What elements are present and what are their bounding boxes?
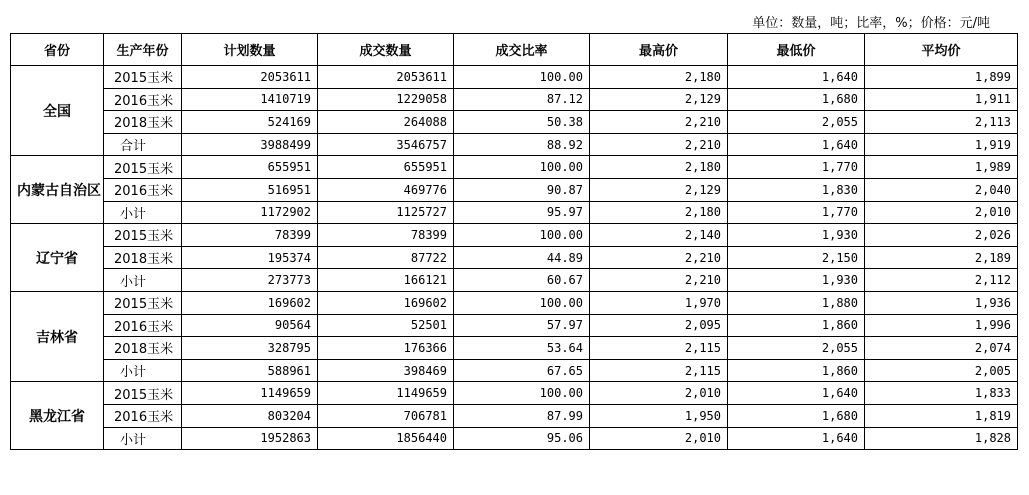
province-cell: 内蒙古自治区 bbox=[11, 156, 104, 224]
ratio-cell: 95.06 bbox=[454, 427, 590, 450]
year-cell: 2016玉米 bbox=[104, 314, 182, 337]
year-cell: 2015玉米 bbox=[104, 66, 182, 89]
avg-price-cell: 2,074 bbox=[865, 337, 1018, 360]
planned-cell: 524169 bbox=[182, 111, 318, 134]
min-price-cell: 2,150 bbox=[728, 246, 865, 269]
max-price-cell: 1,950 bbox=[590, 404, 728, 427]
ratio-cell: 57.97 bbox=[454, 314, 590, 337]
max-price-cell: 2,010 bbox=[590, 427, 728, 450]
max-price-cell: 2,180 bbox=[590, 201, 728, 224]
planned-cell: 78399 bbox=[182, 224, 318, 247]
traded-cell: 1856440 bbox=[318, 427, 454, 450]
planned-cell: 1172902 bbox=[182, 201, 318, 224]
ratio-cell: 95.97 bbox=[454, 201, 590, 224]
province-cell: 辽宁省 bbox=[11, 224, 104, 292]
min-price-cell: 1,680 bbox=[728, 404, 865, 427]
max-price-cell: 2,140 bbox=[590, 224, 728, 247]
ratio-cell: 50.38 bbox=[454, 111, 590, 134]
ratio-cell: 100.00 bbox=[454, 291, 590, 314]
header-ratio: 成交比率 bbox=[454, 34, 590, 66]
table-row bbox=[11, 337, 1018, 360]
header-row bbox=[11, 34, 1018, 66]
table-row bbox=[11, 382, 1018, 405]
header-traded: 成交数量 bbox=[318, 34, 454, 66]
traded-cell: 169602 bbox=[318, 291, 454, 314]
planned-cell: 1149659 bbox=[182, 382, 318, 405]
traded-cell: 176366 bbox=[318, 337, 454, 360]
header-province: 省份 bbox=[11, 34, 104, 66]
header-min-price: 最低价 bbox=[728, 34, 865, 66]
ratio-cell: 100.00 bbox=[454, 66, 590, 89]
ratio-cell: 67.65 bbox=[454, 359, 590, 382]
ratio-cell: 44.89 bbox=[454, 246, 590, 269]
year-cell: 2016玉米 bbox=[104, 88, 182, 111]
min-price-cell: 2,055 bbox=[728, 111, 865, 134]
avg-price-cell: 1,819 bbox=[865, 404, 1018, 427]
year-cell: 小计 bbox=[104, 359, 182, 382]
planned-cell: 195374 bbox=[182, 246, 318, 269]
min-price-cell: 1,860 bbox=[728, 359, 865, 382]
header-avg-price: 平均价 bbox=[865, 34, 1018, 66]
planned-cell: 1952863 bbox=[182, 427, 318, 450]
traded-cell: 166121 bbox=[318, 269, 454, 292]
year-cell: 2015玉米 bbox=[104, 382, 182, 405]
table-row bbox=[11, 269, 1018, 292]
avg-price-cell: 2,189 bbox=[865, 246, 1018, 269]
ratio-cell: 53.64 bbox=[454, 337, 590, 360]
min-price-cell: 1,830 bbox=[728, 178, 865, 201]
ratio-cell: 88.92 bbox=[454, 133, 590, 156]
traded-cell: 2053611 bbox=[318, 66, 454, 89]
table-row bbox=[11, 427, 1018, 450]
table-body bbox=[11, 66, 1018, 450]
traded-cell: 398469 bbox=[318, 359, 454, 382]
ratio-cell: 87.99 bbox=[454, 404, 590, 427]
avg-price-cell: 2,112 bbox=[865, 269, 1018, 292]
planned-cell: 2053611 bbox=[182, 66, 318, 89]
avg-price-cell: 1,936 bbox=[865, 291, 1018, 314]
year-cell: 2015玉米 bbox=[104, 156, 182, 179]
traded-cell: 469776 bbox=[318, 178, 454, 201]
province-cell: 黑龙江省 bbox=[11, 382, 104, 450]
table-row bbox=[11, 291, 1018, 314]
max-price-cell: 2,180 bbox=[590, 66, 728, 89]
year-cell: 2018玉米 bbox=[104, 337, 182, 360]
province-cell: 全国 bbox=[11, 66, 104, 156]
table-row bbox=[11, 314, 1018, 337]
traded-cell: 1149659 bbox=[318, 382, 454, 405]
traded-cell: 78399 bbox=[318, 224, 454, 247]
planned-cell: 588961 bbox=[182, 359, 318, 382]
table-row bbox=[11, 224, 1018, 247]
year-cell: 2015玉米 bbox=[104, 224, 182, 247]
avg-price-cell: 1,911 bbox=[865, 88, 1018, 111]
traded-cell: 264088 bbox=[318, 111, 454, 134]
max-price-cell: 2,010 bbox=[590, 382, 728, 405]
table-row bbox=[11, 111, 1018, 134]
header-max-price: 最高价 bbox=[590, 34, 728, 66]
min-price-cell: 1,640 bbox=[728, 427, 865, 450]
year-cell: 2018玉米 bbox=[104, 111, 182, 134]
max-price-cell: 2,210 bbox=[590, 133, 728, 156]
min-price-cell: 2,055 bbox=[728, 337, 865, 360]
min-price-cell: 1,880 bbox=[728, 291, 865, 314]
avg-price-cell: 2,010 bbox=[865, 201, 1018, 224]
min-price-cell: 1,640 bbox=[728, 382, 865, 405]
max-price-cell: 2,095 bbox=[590, 314, 728, 337]
max-price-cell: 2,129 bbox=[590, 178, 728, 201]
max-price-cell: 2,210 bbox=[590, 269, 728, 292]
min-price-cell: 1,770 bbox=[728, 201, 865, 224]
planned-cell: 273773 bbox=[182, 269, 318, 292]
year-cell: 小计 bbox=[104, 269, 182, 292]
max-price-cell: 2,129 bbox=[590, 88, 728, 111]
traded-cell: 1229058 bbox=[318, 88, 454, 111]
ratio-cell: 90.87 bbox=[454, 178, 590, 201]
traded-cell: 87722 bbox=[318, 246, 454, 269]
max-price-cell: 2,115 bbox=[590, 359, 728, 382]
avg-price-cell: 1,828 bbox=[865, 427, 1018, 450]
planned-cell: 3988499 bbox=[182, 133, 318, 156]
year-cell: 2016玉米 bbox=[104, 178, 182, 201]
avg-price-cell: 1,996 bbox=[865, 314, 1018, 337]
avg-price-cell: 1,833 bbox=[865, 382, 1018, 405]
max-price-cell: 2,180 bbox=[590, 156, 728, 179]
table-row bbox=[11, 156, 1018, 179]
planned-cell: 169602 bbox=[182, 291, 318, 314]
avg-price-cell: 2,040 bbox=[865, 178, 1018, 201]
province-cell: 吉林省 bbox=[11, 291, 104, 381]
auction-results-table bbox=[10, 33, 1018, 450]
min-price-cell: 1,640 bbox=[728, 133, 865, 156]
planned-cell: 90564 bbox=[182, 314, 318, 337]
avg-price-cell: 1,899 bbox=[865, 66, 1018, 89]
avg-price-cell: 2,005 bbox=[865, 359, 1018, 382]
avg-price-cell: 2,026 bbox=[865, 224, 1018, 247]
header-year: 生产年份 bbox=[104, 34, 182, 66]
year-cell: 小计 bbox=[104, 427, 182, 450]
header-planned: 计划数量 bbox=[182, 34, 318, 66]
ratio-cell: 60.67 bbox=[454, 269, 590, 292]
planned-cell: 516951 bbox=[182, 178, 318, 201]
ratio-cell: 100.00 bbox=[454, 382, 590, 405]
ratio-cell: 100.00 bbox=[454, 156, 590, 179]
table-row bbox=[11, 88, 1018, 111]
traded-cell: 52501 bbox=[318, 314, 454, 337]
ratio-cell: 87.12 bbox=[454, 88, 590, 111]
min-price-cell: 1,640 bbox=[728, 66, 865, 89]
year-cell: 小计 bbox=[104, 201, 182, 224]
table-row bbox=[11, 133, 1018, 156]
table-row bbox=[11, 201, 1018, 224]
min-price-cell: 1,930 bbox=[728, 224, 865, 247]
planned-cell: 655951 bbox=[182, 156, 318, 179]
avg-price-cell: 1,989 bbox=[865, 156, 1018, 179]
table-row bbox=[11, 404, 1018, 427]
table-row bbox=[11, 359, 1018, 382]
min-price-cell: 1,860 bbox=[728, 314, 865, 337]
traded-cell: 655951 bbox=[318, 156, 454, 179]
min-price-cell: 1,930 bbox=[728, 269, 865, 292]
table-row bbox=[11, 66, 1018, 89]
traded-cell: 1125727 bbox=[318, 201, 454, 224]
avg-price-cell: 2,113 bbox=[865, 111, 1018, 134]
max-price-cell: 2,115 bbox=[590, 337, 728, 360]
unit-note: 单位：数量，吨；比率，%；价格：元/吨 bbox=[752, 16, 990, 31]
table-row bbox=[11, 178, 1018, 201]
table-row bbox=[11, 246, 1018, 269]
planned-cell: 1410719 bbox=[182, 88, 318, 111]
year-cell: 2018玉米 bbox=[104, 246, 182, 269]
planned-cell: 328795 bbox=[182, 337, 318, 360]
avg-price-cell: 1,919 bbox=[865, 133, 1018, 156]
ratio-cell: 100.00 bbox=[454, 224, 590, 247]
traded-cell: 3546757 bbox=[318, 133, 454, 156]
max-price-cell: 1,970 bbox=[590, 291, 728, 314]
min-price-cell: 1,680 bbox=[728, 88, 865, 111]
year-cell: 2016玉米 bbox=[104, 404, 182, 427]
min-price-cell: 1,770 bbox=[728, 156, 865, 179]
max-price-cell: 2,210 bbox=[590, 246, 728, 269]
year-cell: 合计 bbox=[104, 133, 182, 156]
traded-cell: 706781 bbox=[318, 404, 454, 427]
max-price-cell: 2,210 bbox=[590, 111, 728, 134]
planned-cell: 803204 bbox=[182, 404, 318, 427]
year-cell: 2015玉米 bbox=[104, 291, 182, 314]
